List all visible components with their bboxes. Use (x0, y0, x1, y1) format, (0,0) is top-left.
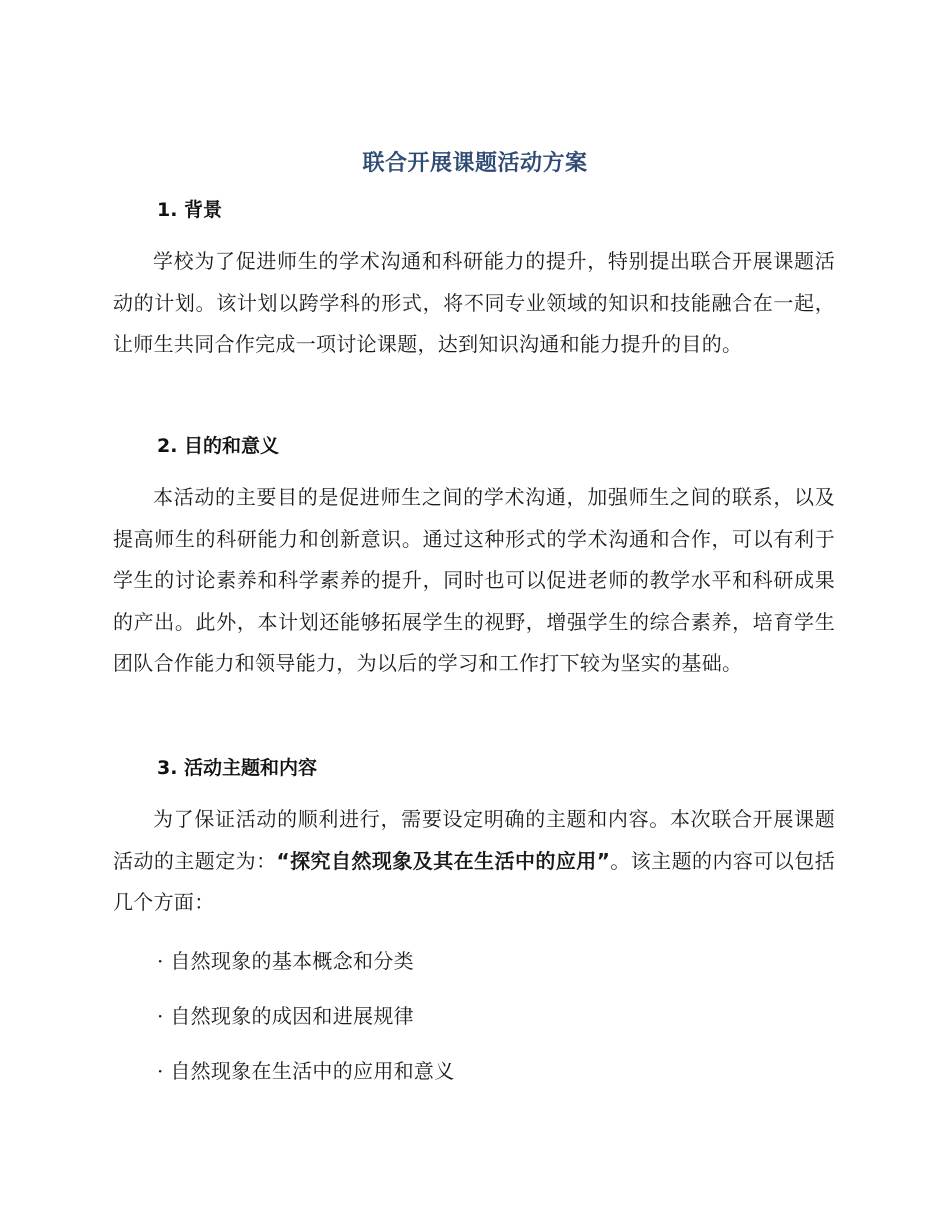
section-heading-background: 1. 背景 (157, 199, 223, 221)
section-heading-theme: 3. 活动主题和内容 (157, 757, 318, 779)
theme-intro-text: 为了保证活动的顺利进行，需要设定明确的主题和内容。本次联合开展课题活动的主题定为： (113, 807, 835, 873)
section-paragraph-purpose: 本活动的主要目的是促进师生之间的学术沟通，加强师生之间的联系，以及提高师生的科研能力和创新意识。通过这种形式的学术沟通和合作，可以有利于学生的讨论素养和科学素养的提升，同时也可以促进老师的教学水平和科研成果的产出。此外，本计划还能够拓展学生的视野，增强学生的综合素养，培育学生团队合作能力和领导能力，为以后的学习和工作打下较为坚实的基础。 (113, 485, 835, 675)
theme-title-emphasis: “探究自然现象及其在生活中的应用” (276, 848, 611, 873)
list-item: · 自然现象的成因和进展规律 (157, 1004, 414, 1028)
document-title: 联合开展课题活动方案 (362, 151, 588, 176)
section-heading-purpose: 2. 目的和意义 (157, 435, 280, 457)
section-paragraph-background: 学校为了促进师生的学术沟通和科研能力的提升，特别提出联合开展课题活动的计划。该计划以跨学科的形式，将不同专业领域的知识和技能融合在一起，让师生共同合作完成一项讨论课题，达到知识沟通和能力提升的目的。 (113, 249, 835, 356)
theme-outro-text: 。该主题的内容可以包括几个方面： (113, 848, 835, 914)
list-item: · 自然现象的基本概念和分类 (157, 949, 414, 973)
section-paragraph-theme (113, 799, 835, 924)
list-item: · 自然现象在生活中的应用和意义 (157, 1059, 455, 1083)
